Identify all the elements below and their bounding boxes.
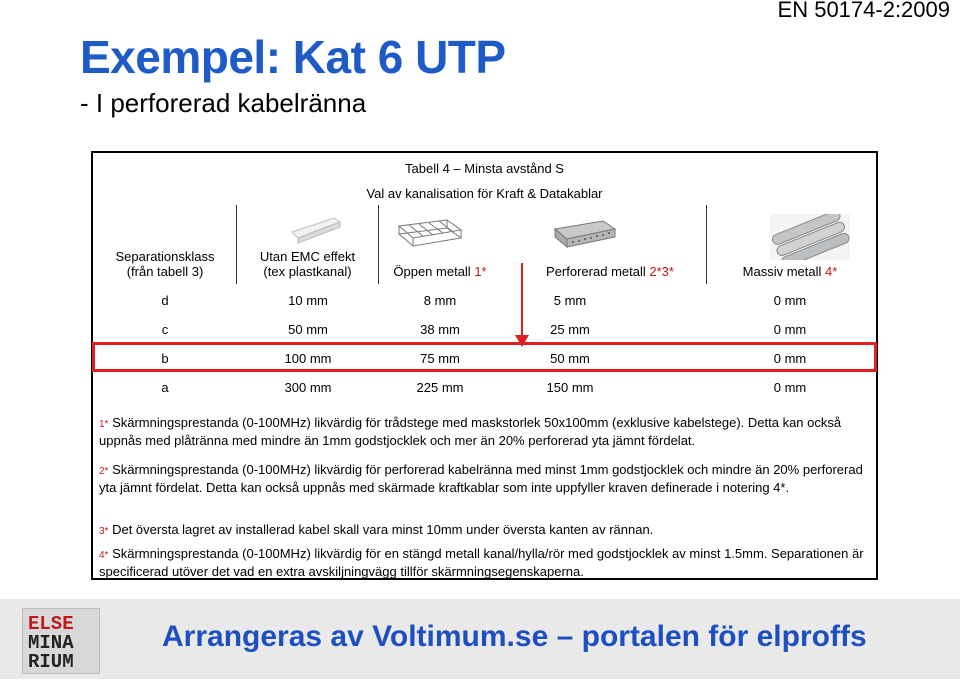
metal-pipes-image	[770, 214, 850, 260]
table-subcaption: Val av kanalisation för Kraft & Datakablar	[366, 186, 603, 201]
table-caption: Tabell 4 – Minsta avstånd S	[405, 161, 564, 176]
highlighted-row-frame	[92, 342, 877, 372]
column-divider	[706, 205, 707, 284]
perforated-tray-image	[553, 219, 617, 249]
arrow-head	[515, 335, 529, 347]
wire-mesh-tray-image	[395, 216, 465, 252]
elseminarium-logo: ELSE MINA RIUM	[22, 608, 100, 674]
plastic-duct-image	[290, 214, 342, 244]
header-class: Separationsklass (från tabell 3)	[115, 249, 215, 279]
column-divider	[236, 205, 237, 284]
standard-reference: EN 50174-2:2009	[777, 0, 950, 22]
footnote-2: 2* Skärmningsprestanda (0-100MHz) likvärdig för perforerad kabelränna med minst 1mm godstjocklek och mindre än 20% perforerad yta jämnt fördelat. Detta kan också uppnås med skärmade kraftkablar som inte uppfyller kraven definerade i notering 4*.	[99, 462, 863, 495]
header-open-metal: Öppen metall 1*	[393, 264, 487, 279]
footnote-4: 4* Skärmningsprestanda (0-100MHz) likvärdig för en stängd metall kanal/hylla/rör med godstjocklek av minst 1.5mm. Separationen är specificerad utöver det vad en extra avskiljningvägg tillför skärmningsegenskaperna.	[99, 546, 864, 579]
header-solid-metal: Massiv metall 4*	[742, 264, 838, 279]
highlight-arrow	[521, 263, 523, 338]
footer-text: Arrangeras av Voltimum.se – portalen för elproffs	[162, 620, 867, 653]
column-divider	[378, 205, 379, 284]
header-perforated-metal: Perforerad metall 2*3*	[546, 264, 674, 279]
page-subtitle: - I perforerad kabelränna	[80, 88, 367, 118]
page-title: Exempel: Kat 6 UTP	[80, 31, 506, 83]
header-no-emc: Utan EMC effekt (tex plastkanal)	[259, 249, 356, 279]
footnote-1: 1* Skärmningsprestanda (0-100MHz) likvärdig för trådstege med maskstorlek 50x100mm (exklusive kabelstege). Detta kan också uppnås med plåtränna med mindre än 1mm godstjocklek och mer än 20% perforerad yta jämnt fördelat.	[99, 415, 842, 448]
footnote-3: 3* Det översta lagret av installerad kabel skall vara minst 10mm under översta kanten av rännan.	[99, 522, 654, 537]
